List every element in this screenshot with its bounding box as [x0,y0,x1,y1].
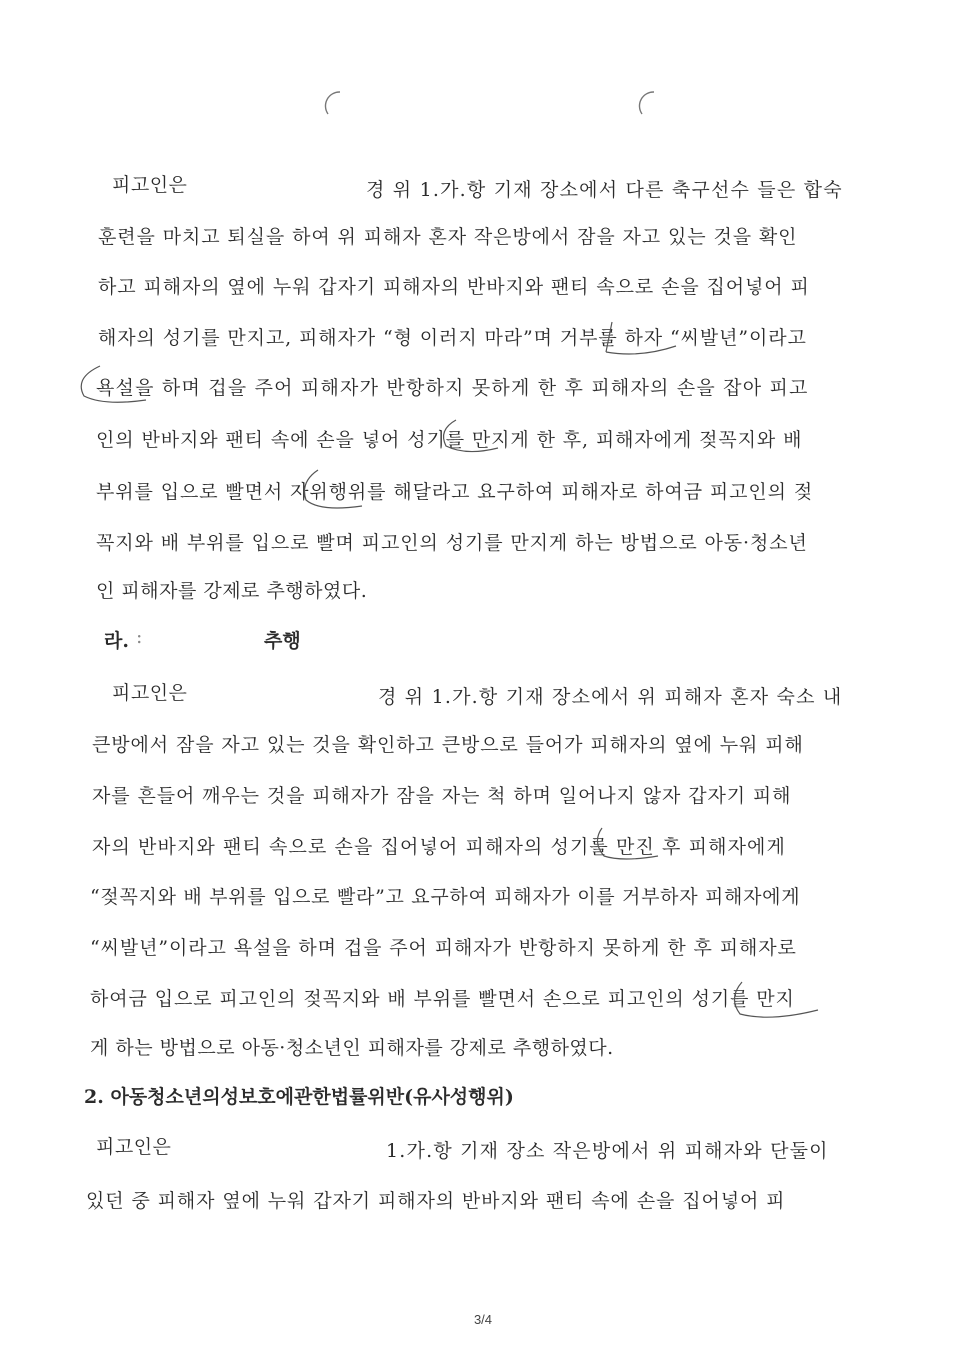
paragraph-2-line-2: 큰방에서 잠을 자고 있는 것을 확인하고 큰방으로 들어가 피해자의 옆에 누워 피해 [92,734,804,756]
paragraph-1-line-2: 훈련을 마치고 퇴실을 하여 위 피해자 혼자 작은방에서 잠을 자고 있는 것을 확인 [98,226,798,248]
paragraph-2-line-7: 하여금 입으로 피고인의 젖꼭지와 배 부위를 빨면서 손으로 피고인의 성기를 만지 [90,988,795,1010]
paragraph-1-line-5: 욕설을 하며 겁을 주어 피해자가 반항하지 못하게 한 후 피해자의 손을 잡아 피고 [96,377,809,399]
paragraph-2-line-5: “젖꼭지와 배 부위를 입으로 빨라”고 요구하여 피해자가 이를 거부하자 피해자에게 [90,886,801,908]
page-number: 3/4 [473,1312,493,1327]
paragraph-1-line-9: 인 피해자를 강제로 추행하였다. [96,580,368,602]
section-ra-title: 추행 [264,630,301,652]
section-ra-colon: : [136,626,143,648]
paragraph-3-lead: 피고인은 [96,1136,172,1158]
paragraph-1-line-4: 해자의 성기를 만지고, 피해자가 “형 이러지 마라”며 거부를 하자 “씨발년”이라고 [98,327,807,349]
paragraph-1-line-7: 부위를 입으로 빨면서 자위행위를 해달라고 요구하여 피해자로 하여금 피고인의 젖 [96,481,814,503]
paragraph-2-lead: 피고인은 [112,682,188,704]
paragraph-1-line-3: 하고 피해자의 옆에 누워 갑자기 피해자의 반바지와 팬티 속으로 손을 집어넣어 피 [98,276,810,298]
paragraph-2-line-3: 자를 흔들어 깨우는 것을 피해자가 잠을 자는 척 하며 일어나지 않자 갑자기 피해 [92,785,792,807]
paragraph-2-line-6: “씨발년”이라고 욕설을 하며 겁을 주어 피해자가 반항하지 못하게 한 후 피해자로 [90,937,797,959]
paragraph-3-line-1: 1.가.항 기재 장소 작은방에서 위 피해자와 단둘이 [386,1140,829,1162]
punch-hole-right-icon [632,88,672,128]
paragraph-1-line-6: 인의 반바지와 팬티 속에 손을 넣어 성기를 만지게 한 후, 피해자에게 젖꼭지와 배 [96,429,803,451]
section-2-heading: 2. 아동청소년의성보호에관한법률위반(유사성행위) [84,1086,514,1108]
paragraph-2-line-4: 자의 반바지와 팬티 속으로 손을 집어넣어 피해자의 성기를 만진 후 피해자에게 [92,836,786,858]
paragraph-2-line-8: 게 하는 방법으로 아동·청소년인 피해자를 강제로 추행하였다. [90,1037,614,1059]
paragraph-1-line-1: 경 위 1.가.항 기재 장소에서 다른 축구선수 들은 합숙 [366,179,843,201]
paragraph-2-line-1: 경 위 1.가.항 기재 장소에서 위 피해자 혼자 숙소 내 [378,686,843,708]
paragraph-3-line-2: 있던 중 피해자 옆에 누워 갑자기 피해자의 반바지와 팬티 속에 손을 집어넣어 피 [86,1190,786,1212]
punch-hole-left-icon [318,88,358,128]
section-ra-label: 라. [104,630,129,652]
paragraph-1-lead: 피고인은 [112,174,188,196]
paragraph-1-line-8: 꼭지와 배 부위를 입으로 빨며 피고인의 성기를 만지게 하는 방법으로 아동·청소년 [96,532,808,554]
